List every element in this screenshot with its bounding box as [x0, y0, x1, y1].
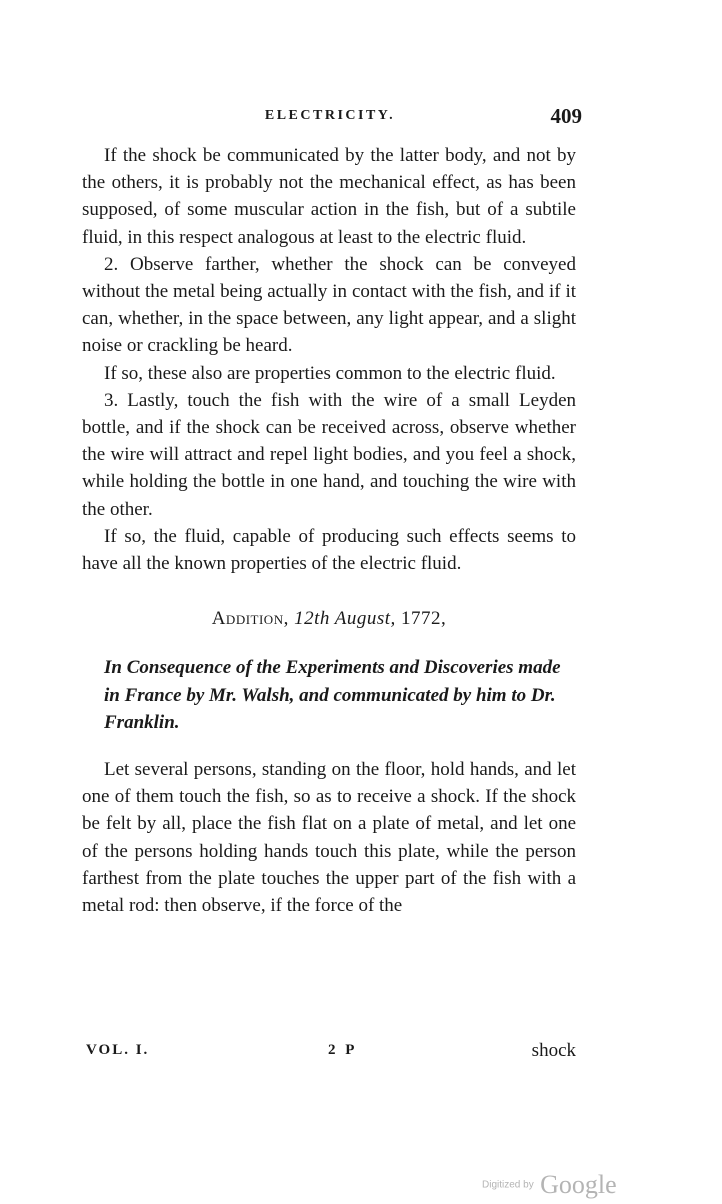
section-title-year: 1772, — [401, 608, 447, 630]
paragraph: Let several persons, standing on the floor, hold hands, and let one of them touch the fish, so as to receive a shock. If the shock be felt by all, place the fish flat on a plate of metal, and let one of the persons holding hands touch this plate, while the person farthest from the plate touches the upper part of the fish with a metal rod: then observe, if the force of the — [82, 759, 576, 917]
paragraph: If the shock be communicated by the latter body, and not by the others, it is probably not the mechanical effect, as has been supposed, of some muscular action in the fish, but of a subtile fluid, in this respect analogous at least to the electric fluid. — [82, 145, 576, 248]
section-title-word: Addition, — [211, 608, 289, 630]
section-title-date: 12th August, — [294, 608, 396, 630]
section-subtitle: In Consequence of the Experiments and Discoveries made in France by Mr. Walsh, and communicated by him to Dr. Franklin. — [104, 657, 561, 733]
paragraph: 2. Observe farther, whether the shock can be conveyed without the metal being actually in contact with the fish, and if it can, whether, in the space between, any light appear, and a slight noise or crackling be heard. — [82, 253, 576, 357]
page-number: 409 — [550, 104, 582, 128]
signature-mark: 2 P — [328, 1042, 358, 1058]
watermark-prefix: Digitized by — [482, 1179, 534, 1191]
running-head — [82, 104, 582, 132]
volume-label: VOL. I. — [86, 1042, 150, 1058]
paragraph: 3. Lastly, touch the fish with the wire of a small Leyden bottle, and if the shock can be received across, observe whether the wire will attract and repel light bodies, and you feel a shock, while holding the bottle in one hand, and touching the wire with the other. — [82, 389, 576, 520]
catchword: shock — [531, 1040, 576, 1061]
page-footer — [86, 1040, 576, 1066]
paragraph: If so, the fluid, capable of producing such effects seems to have all the known properties of the electric fluid. — [82, 525, 576, 575]
paragraph: If so, these also are properties common to the electric fluid. — [104, 362, 556, 384]
body-text — [82, 142, 576, 919]
digitized-watermark — [482, 1170, 617, 1200]
running-title: ELECTRICITY. — [264, 108, 396, 123]
google-logo: Google — [540, 1170, 617, 1199]
section-title — [82, 605, 576, 632]
